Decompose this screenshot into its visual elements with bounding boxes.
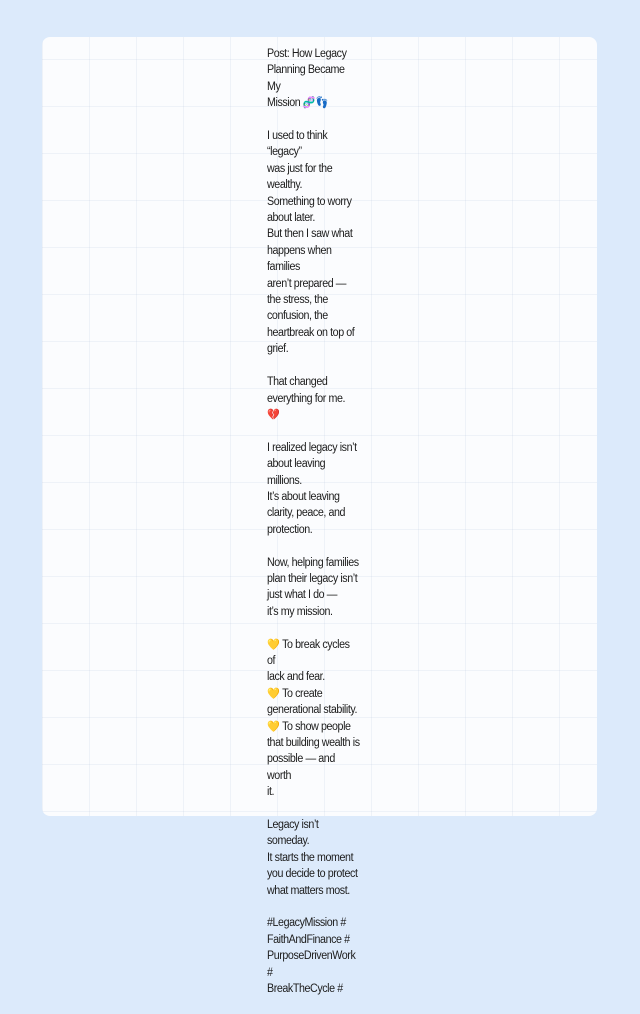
bullet-text: generational stability.	[267, 704, 358, 717]
paragraph-mission	[267, 555, 360, 621]
hashtags	[267, 915, 360, 997]
yellow-heart-icon: 💛	[267, 637, 280, 651]
text-line: what matters most.	[267, 884, 350, 897]
title-line: Post: How Legacy	[267, 48, 347, 60]
text-line: grief.	[267, 343, 289, 356]
text-line: clarity, peace, and	[267, 507, 346, 520]
yellow-heart-icon: 💛	[267, 686, 280, 700]
bullet-text: that building wealth is	[267, 736, 360, 749]
text-line: It’s about leaving	[267, 490, 340, 503]
text-line: about later.	[267, 212, 315, 225]
text-line: But then I saw what	[267, 228, 353, 241]
text-line: plan their legacy isn’t	[267, 572, 358, 585]
text-line: was just for the	[267, 162, 333, 175]
text-line: happens when families	[267, 244, 332, 274]
hashtag-line: #LegacyMission #	[267, 917, 346, 930]
text-line: confusion, the	[267, 310, 328, 323]
hashtag-line: PurposeDrivenWork #	[267, 950, 356, 979]
bullet-text: To show people	[282, 720, 351, 733]
hashtag-line: FaithAndFinance #	[267, 933, 350, 946]
broken-heart-icon: 💔	[267, 407, 280, 421]
paragraph-intro	[267, 128, 360, 358]
post-title	[267, 46, 360, 112]
text-line: It starts the moment	[267, 851, 354, 864]
hashtag-line: BreakTheCycle #	[267, 983, 343, 996]
paragraph-someday	[267, 817, 360, 899]
text-line: you decide to protect	[267, 868, 358, 881]
text-line: heartbreak on top of	[267, 326, 355, 339]
text-line: it’s my mission.	[267, 605, 333, 618]
text-line: everything for me.	[267, 392, 346, 405]
text-line: Something to worry	[267, 195, 352, 208]
yellow-heart-icon: 💛	[267, 719, 280, 733]
title-line: Mission	[267, 97, 301, 110]
paragraph-changed	[267, 374, 360, 423]
bullet-text: it.	[267, 786, 275, 799]
text-line: about leaving millions.	[267, 458, 326, 487]
paragraph-realized	[267, 440, 360, 538]
text-line: I used to think “legacy”	[267, 130, 328, 159]
text-line: wealthy.	[267, 179, 303, 192]
text-line: That changed	[267, 376, 328, 389]
bullet-list	[267, 637, 360, 801]
bullet-text: lack and fear.	[267, 671, 325, 684]
text-line: Legacy isn’t someday.	[267, 819, 319, 848]
text-line: Now, helping families	[267, 556, 359, 569]
bullet-text: possible — and worth	[267, 753, 335, 782]
bullet-text: To create	[282, 687, 323, 700]
text-line: protection.	[267, 523, 313, 536]
post-text	[267, 46, 360, 1014]
title-line: Planning Became My	[267, 64, 345, 93]
text-line: aren’t prepared —	[267, 277, 347, 290]
bullet-text: To break cycles of	[267, 638, 350, 667]
text-line: the stress, the	[267, 294, 328, 307]
text-line: just what I do —	[267, 589, 337, 602]
dna-footprints-emoji-icon: 🧬👣	[302, 96, 329, 110]
text-line: I realized legacy isn’t	[267, 441, 357, 454]
